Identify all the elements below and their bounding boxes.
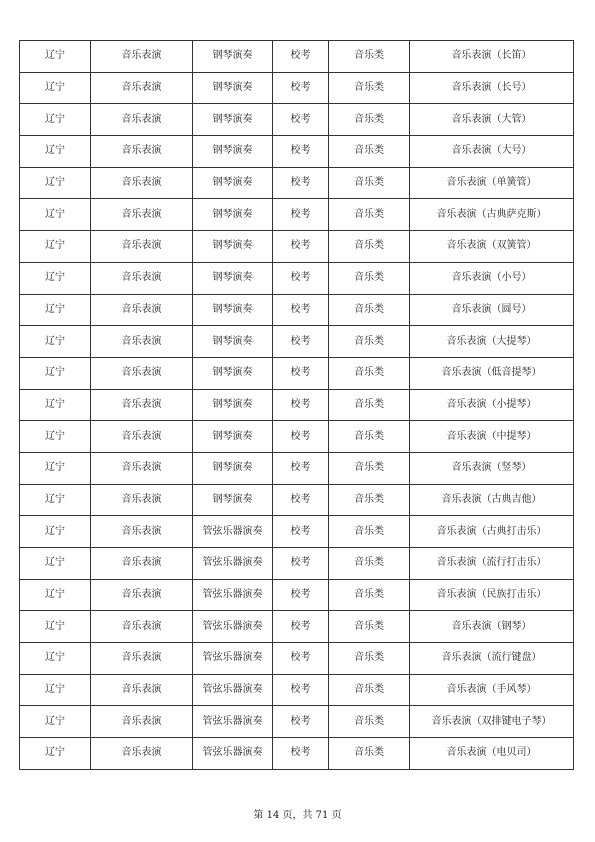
exam-major-cell: 音乐表演（古典萨克斯） — [410, 199, 574, 231]
subject-category-cell: 音乐类 — [329, 421, 410, 453]
table-row — [20, 136, 574, 168]
exam-major-cell: 音乐表演（古典打击乐） — [410, 516, 574, 548]
exam-major-cell: 音乐表演（民族打击乐） — [410, 579, 574, 611]
exam-major-cell: 音乐表演（钢琴） — [410, 611, 574, 643]
subject-category-cell: 音乐类 — [329, 674, 410, 706]
subject-category-cell: 音乐类 — [329, 199, 410, 231]
exam-type-cell: 校考 — [273, 579, 329, 611]
exam-type-cell: 校考 — [273, 611, 329, 643]
table-row — [20, 262, 574, 294]
major-direction-cell: 钢琴演奏 — [193, 104, 273, 136]
table-row — [20, 389, 574, 421]
province-cell: 辽宁 — [20, 674, 91, 706]
major-category-cell: 音乐表演 — [91, 706, 193, 738]
table-body — [20, 41, 574, 770]
province-cell: 辽宁 — [20, 262, 91, 294]
subject-category-cell: 音乐类 — [329, 72, 410, 104]
table-row — [20, 452, 574, 484]
subject-category-cell: 音乐类 — [329, 579, 410, 611]
major-category-cell: 音乐表演 — [91, 421, 193, 453]
exam-major-cell: 音乐表演（手风琴） — [410, 674, 574, 706]
exam-major-cell: 音乐表演（古典吉他） — [410, 484, 574, 516]
major-direction-cell: 管弦乐器演奏 — [193, 611, 273, 643]
table-row — [20, 104, 574, 136]
exam-type-cell: 校考 — [273, 262, 329, 294]
major-direction-cell: 管弦乐器演奏 — [193, 674, 273, 706]
subject-category-cell: 音乐类 — [329, 611, 410, 643]
province-cell: 辽宁 — [20, 611, 91, 643]
major-direction-cell: 钢琴演奏 — [193, 484, 273, 516]
major-category-cell: 音乐表演 — [91, 199, 193, 231]
major-direction-cell: 钢琴演奏 — [193, 199, 273, 231]
subject-category-cell: 音乐类 — [329, 357, 410, 389]
exam-major-cell: 音乐表演（大提琴） — [410, 326, 574, 358]
page-number-footer: 第 14 页，共 71 页 — [253, 810, 342, 821]
major-category-cell: 音乐表演 — [91, 452, 193, 484]
major-category-cell: 音乐表演 — [91, 294, 193, 326]
exam-major-cell: 音乐表演（单簧管） — [410, 167, 574, 199]
province-cell: 辽宁 — [20, 548, 91, 580]
table-row — [20, 231, 574, 263]
major-direction-cell: 管弦乐器演奏 — [193, 579, 273, 611]
exam-major-cell: 音乐表演（低音提琴） — [410, 357, 574, 389]
subject-category-cell: 音乐类 — [329, 516, 410, 548]
province-cell: 辽宁 — [20, 167, 91, 199]
subject-category-cell: 音乐类 — [329, 294, 410, 326]
subject-category-cell: 音乐类 — [329, 389, 410, 421]
table-row — [20, 674, 574, 706]
subject-category-cell: 音乐类 — [329, 41, 410, 73]
exam-type-cell: 校考 — [273, 357, 329, 389]
exam-type-cell: 校考 — [273, 104, 329, 136]
province-cell: 辽宁 — [20, 452, 91, 484]
subject-category-cell: 音乐类 — [329, 452, 410, 484]
major-category-cell: 音乐表演 — [91, 738, 193, 770]
province-cell: 辽宁 — [20, 516, 91, 548]
province-cell: 辽宁 — [20, 136, 91, 168]
exam-major-cell: 音乐表演（大号） — [410, 136, 574, 168]
major-category-cell: 音乐表演 — [91, 41, 193, 73]
exam-major-cell: 音乐表演（小提琴） — [410, 389, 574, 421]
major-category-cell: 音乐表演 — [91, 167, 193, 199]
major-category-cell: 音乐表演 — [91, 484, 193, 516]
major-category-cell: 音乐表演 — [91, 516, 193, 548]
subject-category-cell: 音乐类 — [329, 326, 410, 358]
major-category-cell: 音乐表演 — [91, 548, 193, 580]
province-cell: 辽宁 — [20, 738, 91, 770]
exam-major-cell: 音乐表演（中提琴） — [410, 421, 574, 453]
subject-category-cell: 音乐类 — [329, 262, 410, 294]
exam-type-cell: 校考 — [273, 231, 329, 263]
province-cell: 辽宁 — [20, 357, 91, 389]
major-direction-cell: 管弦乐器演奏 — [193, 706, 273, 738]
major-direction-cell: 钢琴演奏 — [193, 72, 273, 104]
major-category-cell: 音乐表演 — [91, 262, 193, 294]
table-row — [20, 199, 574, 231]
major-direction-cell: 钢琴演奏 — [193, 294, 273, 326]
table-row — [20, 643, 574, 675]
major-direction-cell: 钢琴演奏 — [193, 41, 273, 73]
exam-type-cell: 校考 — [273, 674, 329, 706]
exam-type-cell: 校考 — [273, 167, 329, 199]
table-row — [20, 516, 574, 548]
major-direction-cell: 钢琴演奏 — [193, 452, 273, 484]
table-row — [20, 548, 574, 580]
exam-type-cell: 校考 — [273, 643, 329, 675]
major-direction-cell: 管弦乐器演奏 — [193, 548, 273, 580]
province-cell: 辽宁 — [20, 389, 91, 421]
exam-type-cell: 校考 — [273, 326, 329, 358]
major-category-cell: 音乐表演 — [91, 643, 193, 675]
table-row — [20, 72, 574, 104]
major-direction-cell: 管弦乐器演奏 — [193, 643, 273, 675]
subject-category-cell: 音乐类 — [329, 738, 410, 770]
table-row — [20, 421, 574, 453]
major-direction-cell: 管弦乐器演奏 — [193, 738, 273, 770]
exam-type-cell: 校考 — [273, 41, 329, 73]
major-category-cell: 音乐表演 — [91, 72, 193, 104]
table-row — [20, 167, 574, 199]
exam-type-cell: 校考 — [273, 389, 329, 421]
exam-type-cell: 校考 — [273, 484, 329, 516]
exam-major-cell: 音乐表演（大管） — [410, 104, 574, 136]
major-category-cell: 音乐表演 — [91, 389, 193, 421]
province-cell: 辽宁 — [20, 484, 91, 516]
province-cell: 辽宁 — [20, 104, 91, 136]
exam-type-cell: 校考 — [273, 548, 329, 580]
admissions-table — [19, 40, 574, 770]
table-row — [20, 357, 574, 389]
subject-category-cell: 音乐类 — [329, 548, 410, 580]
table-row — [20, 738, 574, 770]
exam-type-cell: 校考 — [273, 516, 329, 548]
major-direction-cell: 管弦乐器演奏 — [193, 516, 273, 548]
major-category-cell: 音乐表演 — [91, 136, 193, 168]
exam-type-cell: 校考 — [273, 706, 329, 738]
major-category-cell: 音乐表演 — [91, 579, 193, 611]
exam-major-cell: 音乐表演（双簧管） — [410, 231, 574, 263]
major-category-cell: 音乐表演 — [91, 674, 193, 706]
table-row — [20, 326, 574, 358]
table-row — [20, 294, 574, 326]
major-direction-cell: 钢琴演奏 — [193, 421, 273, 453]
exam-major-cell: 音乐表演（双排键电子琴） — [410, 706, 574, 738]
exam-type-cell: 校考 — [273, 421, 329, 453]
subject-category-cell: 音乐类 — [329, 136, 410, 168]
exam-major-cell: 音乐表演（圆号） — [410, 294, 574, 326]
table-row — [20, 611, 574, 643]
table-row — [20, 41, 574, 73]
exam-type-cell: 校考 — [273, 452, 329, 484]
table-row — [20, 579, 574, 611]
exam-major-cell: 音乐表演（流行打击乐） — [410, 548, 574, 580]
province-cell: 辽宁 — [20, 421, 91, 453]
major-direction-cell: 钢琴演奏 — [193, 262, 273, 294]
province-cell: 辽宁 — [20, 72, 91, 104]
subject-category-cell: 音乐类 — [329, 104, 410, 136]
subject-category-cell: 音乐类 — [329, 167, 410, 199]
exam-major-cell: 音乐表演（竖琴） — [410, 452, 574, 484]
major-direction-cell: 钢琴演奏 — [193, 389, 273, 421]
subject-category-cell: 音乐类 — [329, 706, 410, 738]
exam-major-cell: 音乐表演（流行键盘） — [410, 643, 574, 675]
exam-type-cell: 校考 — [273, 72, 329, 104]
province-cell: 辽宁 — [20, 41, 91, 73]
major-category-cell: 音乐表演 — [91, 231, 193, 263]
exam-type-cell: 校考 — [273, 199, 329, 231]
major-direction-cell: 钢琴演奏 — [193, 326, 273, 358]
exam-type-cell: 校考 — [273, 294, 329, 326]
major-category-cell: 音乐表演 — [91, 357, 193, 389]
exam-type-cell: 校考 — [273, 136, 329, 168]
major-category-cell: 音乐表演 — [91, 611, 193, 643]
province-cell: 辽宁 — [20, 579, 91, 611]
province-cell: 辽宁 — [20, 294, 91, 326]
major-category-cell: 音乐表演 — [91, 104, 193, 136]
table-row — [20, 484, 574, 516]
exam-major-cell: 音乐表演（长号） — [410, 72, 574, 104]
exam-type-cell: 校考 — [273, 738, 329, 770]
province-cell: 辽宁 — [20, 326, 91, 358]
subject-category-cell: 音乐类 — [329, 231, 410, 263]
major-direction-cell: 钢琴演奏 — [193, 231, 273, 263]
major-category-cell: 音乐表演 — [91, 326, 193, 358]
exam-major-cell: 音乐表演（小号） — [410, 262, 574, 294]
subject-category-cell: 音乐类 — [329, 484, 410, 516]
exam-major-cell: 音乐表演（长笛） — [410, 41, 574, 73]
table-row — [20, 706, 574, 738]
major-direction-cell: 钢琴演奏 — [193, 167, 273, 199]
major-direction-cell: 钢琴演奏 — [193, 357, 273, 389]
province-cell: 辽宁 — [20, 199, 91, 231]
province-cell: 辽宁 — [20, 643, 91, 675]
province-cell: 辽宁 — [20, 231, 91, 263]
subject-category-cell: 音乐类 — [329, 643, 410, 675]
province-cell: 辽宁 — [20, 706, 91, 738]
exam-major-cell: 音乐表演（电贝司） — [410, 738, 574, 770]
major-direction-cell: 钢琴演奏 — [193, 136, 273, 168]
